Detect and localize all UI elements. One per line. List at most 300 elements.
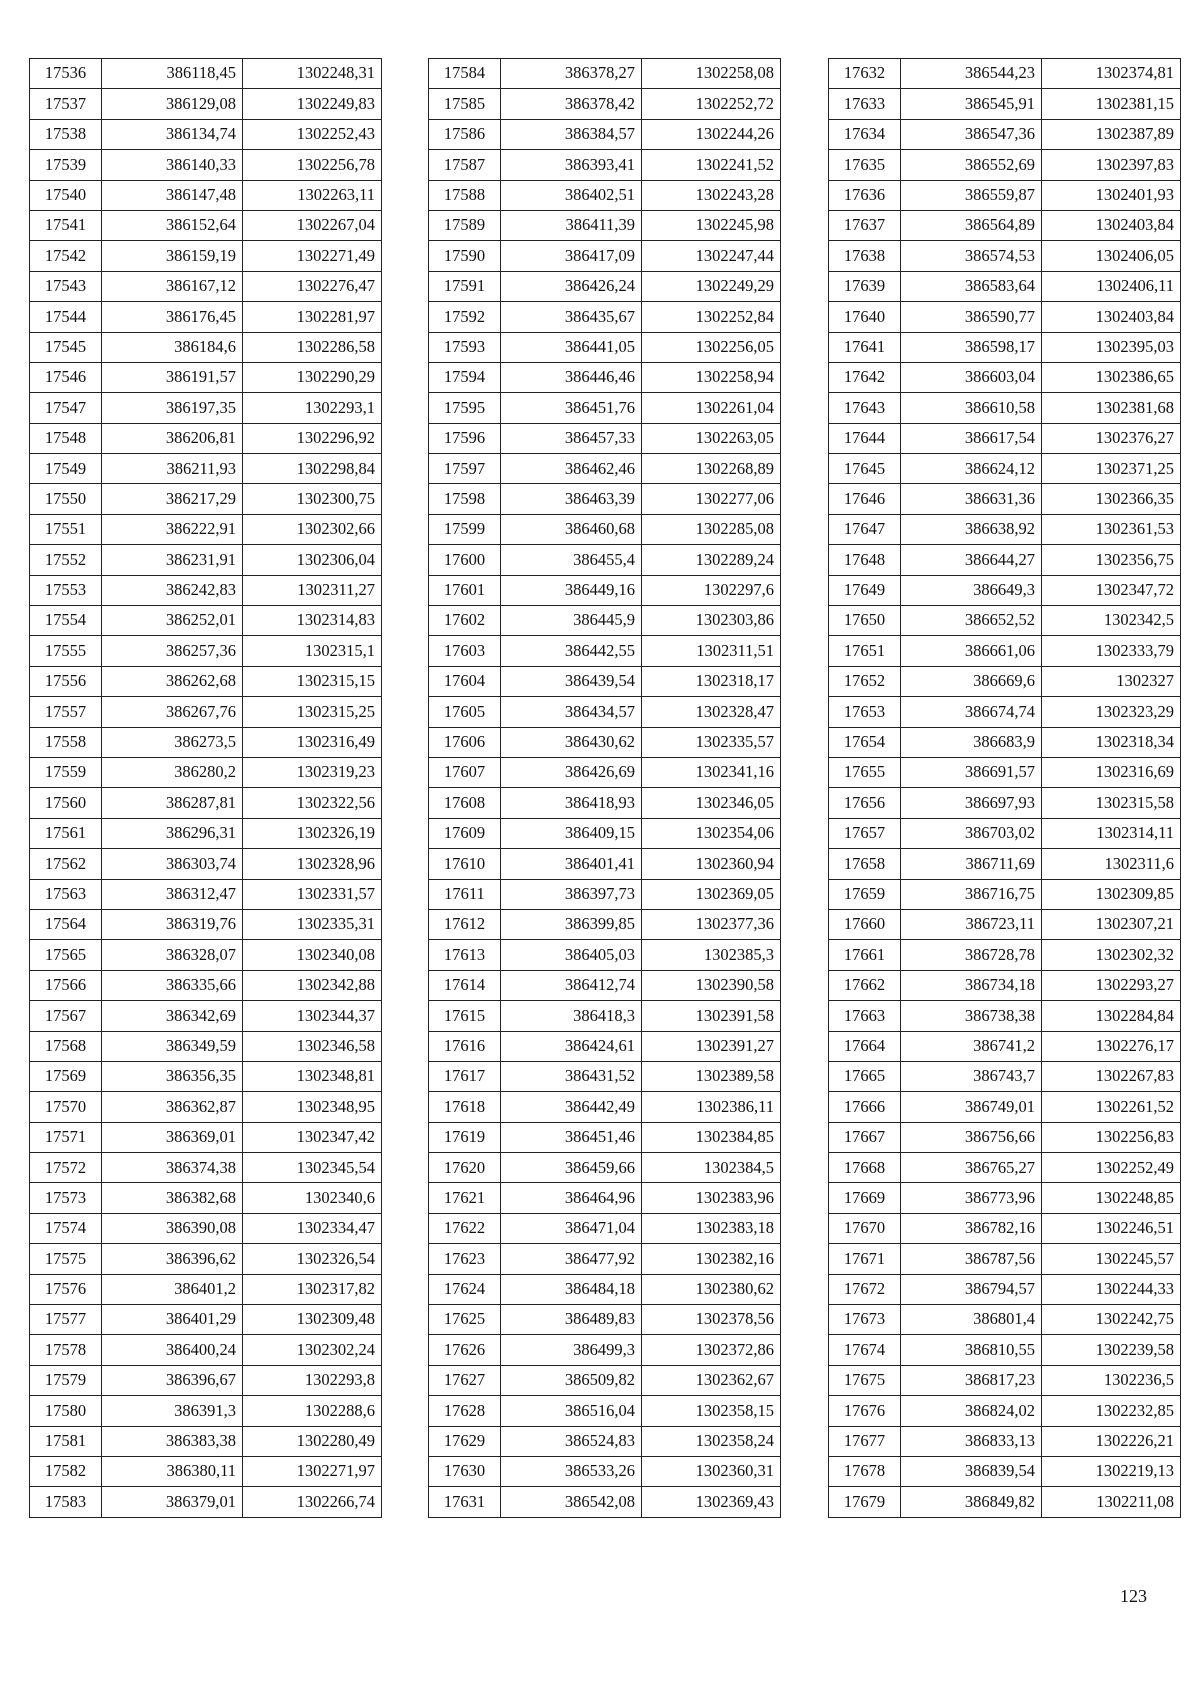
y-coordinate-cell: 1302244,33	[1042, 1274, 1181, 1304]
x-coordinate-cell: 386638,92	[901, 514, 1042, 544]
table-row	[829, 514, 1181, 544]
y-coordinate-cell: 1302311,27	[243, 575, 382, 605]
y-coordinate-cell: 1302243,28	[642, 180, 781, 210]
table-row	[30, 909, 382, 939]
table-row	[30, 636, 382, 666]
table-row	[30, 545, 382, 575]
y-coordinate-cell: 1302302,32	[1042, 940, 1181, 970]
table-row	[429, 1183, 781, 1213]
y-coordinate-cell: 1302307,21	[1042, 909, 1181, 939]
table-row	[429, 1365, 781, 1395]
point-number-cell: 17578	[30, 1335, 102, 1365]
point-number-cell: 17562	[30, 849, 102, 879]
table-row	[30, 1183, 382, 1213]
table-row	[829, 849, 1181, 879]
point-number-cell: 17627	[429, 1365, 501, 1395]
table-row	[829, 1031, 1181, 1061]
table-row	[30, 150, 382, 180]
point-number-cell: 17582	[30, 1456, 102, 1486]
table-row	[829, 1122, 1181, 1152]
point-number-cell: 17540	[30, 180, 102, 210]
table-row	[429, 879, 781, 909]
point-number-cell: 17587	[429, 150, 501, 180]
x-coordinate-cell: 386399,85	[501, 909, 642, 939]
x-coordinate-cell: 386683,9	[901, 727, 1042, 757]
point-number-cell: 17617	[429, 1061, 501, 1091]
table-row	[30, 180, 382, 210]
y-coordinate-cell: 1302369,43	[642, 1487, 781, 1517]
y-coordinate-cell: 1302346,05	[642, 788, 781, 818]
table-row	[829, 1061, 1181, 1091]
y-coordinate-cell: 1302347,72	[1042, 575, 1181, 605]
x-coordinate-cell: 386661,06	[901, 636, 1042, 666]
y-coordinate-cell: 1302381,68	[1042, 393, 1181, 423]
x-coordinate-cell: 386631,36	[901, 484, 1042, 514]
y-coordinate-cell: 1302358,15	[642, 1396, 781, 1426]
y-coordinate-cell: 1302248,85	[1042, 1183, 1181, 1213]
y-coordinate-cell: 1302401,93	[1042, 180, 1181, 210]
y-coordinate-cell: 1302297,6	[642, 575, 781, 605]
table-row	[829, 818, 1181, 848]
point-number-cell: 17573	[30, 1183, 102, 1213]
x-coordinate-cell: 386439,54	[501, 666, 642, 696]
table-row	[829, 180, 1181, 210]
y-coordinate-cell: 1302328,47	[642, 697, 781, 727]
point-number-cell: 17676	[829, 1396, 901, 1426]
point-number-cell: 17545	[30, 332, 102, 362]
table-row	[429, 1426, 781, 1456]
x-coordinate-cell: 386411,39	[501, 210, 642, 240]
table-row	[829, 393, 1181, 423]
point-number-cell: 17647	[829, 514, 901, 544]
table-row	[429, 454, 781, 484]
x-coordinate-cell: 386446,46	[501, 362, 642, 392]
point-number-cell: 17639	[829, 271, 901, 301]
table-row	[30, 514, 382, 544]
x-coordinate-cell: 386794,57	[901, 1274, 1042, 1304]
x-coordinate-cell: 386545,91	[901, 89, 1042, 119]
point-number-cell: 17621	[429, 1183, 501, 1213]
x-coordinate-cell: 386516,04	[501, 1396, 642, 1426]
point-number-cell: 17574	[30, 1213, 102, 1243]
point-number-cell: 17641	[829, 332, 901, 362]
y-coordinate-cell: 1302318,34	[1042, 727, 1181, 757]
x-coordinate-cell: 386390,08	[102, 1213, 243, 1243]
y-coordinate-cell: 1302389,58	[642, 1061, 781, 1091]
x-coordinate-cell: 386649,3	[901, 575, 1042, 605]
point-number-cell: 17558	[30, 727, 102, 757]
point-number-cell: 17619	[429, 1122, 501, 1152]
table-row	[429, 241, 781, 271]
x-coordinate-cell: 386401,41	[501, 849, 642, 879]
y-coordinate-cell: 1302268,89	[642, 454, 781, 484]
table-row	[829, 1183, 1181, 1213]
x-coordinate-cell: 386400,24	[102, 1335, 243, 1365]
point-number-cell: 17603	[429, 636, 501, 666]
point-number-cell: 17625	[429, 1305, 501, 1335]
y-coordinate-cell: 1302403,84	[1042, 210, 1181, 240]
y-coordinate-cell: 1302326,54	[243, 1244, 382, 1274]
y-coordinate-cell: 1302385,3	[642, 940, 781, 970]
table-row	[829, 697, 1181, 727]
x-coordinate-cell: 386262,68	[102, 666, 243, 696]
y-coordinate-cell: 1302293,1	[243, 393, 382, 423]
x-coordinate-cell: 386833,13	[901, 1426, 1042, 1456]
table-row	[429, 1456, 781, 1486]
table-row	[30, 1153, 382, 1183]
table-row	[30, 362, 382, 392]
x-coordinate-cell: 386583,64	[901, 271, 1042, 301]
point-number-cell: 17648	[829, 545, 901, 575]
y-coordinate-cell: 1302318,17	[642, 666, 781, 696]
coordinate-table-2	[428, 58, 781, 1518]
table-row	[429, 1061, 781, 1091]
x-coordinate-cell: 386449,16	[501, 575, 642, 605]
y-coordinate-cell: 1302384,5	[642, 1153, 781, 1183]
y-coordinate-cell: 1302341,16	[642, 757, 781, 787]
table-row	[429, 302, 781, 332]
point-number-cell: 17601	[429, 575, 501, 605]
x-coordinate-cell: 386463,39	[501, 484, 642, 514]
y-coordinate-cell: 1302397,83	[1042, 150, 1181, 180]
x-coordinate-cell: 386211,93	[102, 454, 243, 484]
x-coordinate-cell: 386564,89	[901, 210, 1042, 240]
point-number-cell: 17596	[429, 423, 501, 453]
x-coordinate-cell: 386167,12	[102, 271, 243, 301]
y-coordinate-cell: 1302358,24	[642, 1426, 781, 1456]
x-coordinate-cell: 386455,4	[501, 545, 642, 575]
point-number-cell: 17644	[829, 423, 901, 453]
point-number-cell: 17660	[829, 909, 901, 939]
x-coordinate-cell: 386396,67	[102, 1365, 243, 1395]
point-number-cell: 17566	[30, 970, 102, 1000]
y-coordinate-cell: 1302288,6	[243, 1396, 382, 1426]
x-coordinate-cell: 386273,5	[102, 727, 243, 757]
point-number-cell: 17590	[429, 241, 501, 271]
y-coordinate-cell: 1302344,37	[243, 1001, 382, 1031]
point-number-cell: 17662	[829, 970, 901, 1000]
point-number-cell: 17541	[30, 210, 102, 240]
x-coordinate-cell: 386267,76	[102, 697, 243, 727]
y-coordinate-cell: 1302252,43	[243, 119, 382, 149]
point-number-cell: 17652	[829, 666, 901, 696]
y-coordinate-cell: 1302285,08	[642, 514, 781, 544]
point-number-cell: 17544	[30, 302, 102, 332]
table-row	[429, 1001, 781, 1031]
point-number-cell: 17577	[30, 1305, 102, 1335]
y-coordinate-cell: 1302342,88	[243, 970, 382, 1000]
x-coordinate-cell: 386152,64	[102, 210, 243, 240]
table-row	[30, 1365, 382, 1395]
table-row	[429, 1031, 781, 1061]
table-row	[30, 119, 382, 149]
y-coordinate-cell: 1302252,72	[642, 89, 781, 119]
point-number-cell: 17653	[829, 697, 901, 727]
x-coordinate-cell: 386738,38	[901, 1001, 1042, 1031]
point-number-cell: 17612	[429, 909, 501, 939]
point-number-cell: 17599	[429, 514, 501, 544]
y-coordinate-cell: 1302348,95	[243, 1092, 382, 1122]
x-coordinate-cell: 386380,11	[102, 1456, 243, 1486]
table-row	[829, 59, 1181, 89]
y-coordinate-cell: 1302354,06	[642, 818, 781, 848]
point-number-cell: 17576	[30, 1274, 102, 1304]
point-number-cell: 17589	[429, 210, 501, 240]
x-coordinate-cell: 386378,42	[501, 89, 642, 119]
y-coordinate-cell: 1302328,96	[243, 849, 382, 879]
y-coordinate-cell: 1302247,44	[642, 241, 781, 271]
table-row	[30, 1001, 382, 1031]
coordinate-table-3	[828, 58, 1181, 1518]
point-number-cell: 17549	[30, 454, 102, 484]
point-number-cell: 17626	[429, 1335, 501, 1365]
point-number-cell: 17610	[429, 849, 501, 879]
y-coordinate-cell: 1302316,69	[1042, 757, 1181, 787]
table-row	[829, 362, 1181, 392]
table-row	[429, 119, 781, 149]
x-coordinate-cell: 386434,57	[501, 697, 642, 727]
point-number-cell: 17595	[429, 393, 501, 423]
x-coordinate-cell: 386393,41	[501, 150, 642, 180]
point-number-cell: 17604	[429, 666, 501, 696]
x-coordinate-cell: 386424,61	[501, 1031, 642, 1061]
point-number-cell: 17668	[829, 1153, 901, 1183]
point-number-cell: 17547	[30, 393, 102, 423]
y-coordinate-cell: 1302311,51	[642, 636, 781, 666]
table-row	[429, 362, 781, 392]
point-number-cell: 17561	[30, 818, 102, 848]
y-coordinate-cell: 1302331,57	[243, 879, 382, 909]
x-coordinate-cell: 386773,96	[901, 1183, 1042, 1213]
point-number-cell: 17555	[30, 636, 102, 666]
y-coordinate-cell: 1302239,58	[1042, 1335, 1181, 1365]
x-coordinate-cell: 386533,26	[501, 1456, 642, 1486]
table-row	[30, 818, 382, 848]
y-coordinate-cell: 1302245,57	[1042, 1244, 1181, 1274]
y-coordinate-cell: 1302342,5	[1042, 606, 1181, 636]
table-row	[30, 697, 382, 727]
x-coordinate-cell: 386319,76	[102, 909, 243, 939]
table-row	[30, 423, 382, 453]
x-coordinate-cell: 386206,81	[102, 423, 243, 453]
table-row	[829, 909, 1181, 939]
y-coordinate-cell: 1302281,97	[243, 302, 382, 332]
point-number-cell: 17658	[829, 849, 901, 879]
y-coordinate-cell: 1302302,66	[243, 514, 382, 544]
table-row	[829, 332, 1181, 362]
point-number-cell: 17602	[429, 606, 501, 636]
point-number-cell: 17553	[30, 575, 102, 605]
point-number-cell: 17552	[30, 545, 102, 575]
point-number-cell: 17664	[829, 1031, 901, 1061]
table-row	[829, 1244, 1181, 1274]
point-number-cell: 17646	[829, 484, 901, 514]
x-coordinate-cell: 386396,62	[102, 1244, 243, 1274]
table-row	[429, 59, 781, 89]
point-number-cell: 17554	[30, 606, 102, 636]
y-coordinate-cell: 1302403,84	[1042, 302, 1181, 332]
y-coordinate-cell: 1302290,29	[243, 362, 382, 392]
table-row	[429, 271, 781, 301]
x-coordinate-cell: 386349,59	[102, 1031, 243, 1061]
x-coordinate-cell: 386159,19	[102, 241, 243, 271]
point-number-cell: 17622	[429, 1213, 501, 1243]
point-number-cell: 17538	[30, 119, 102, 149]
point-number-cell: 17667	[829, 1122, 901, 1152]
table-row	[829, 1335, 1181, 1365]
table-row	[429, 1092, 781, 1122]
x-coordinate-cell: 386401,2	[102, 1274, 243, 1304]
point-number-cell: 17543	[30, 271, 102, 301]
y-coordinate-cell: 1302335,31	[243, 909, 382, 939]
x-coordinate-cell: 386610,58	[901, 393, 1042, 423]
y-coordinate-cell: 1302380,62	[642, 1274, 781, 1304]
y-coordinate-cell: 1302386,11	[642, 1092, 781, 1122]
point-number-cell: 17679	[829, 1487, 901, 1517]
y-coordinate-cell: 1302249,29	[642, 271, 781, 301]
x-coordinate-cell: 386674,74	[901, 697, 1042, 727]
y-coordinate-cell: 1302289,24	[642, 545, 781, 575]
y-coordinate-cell: 1302326,19	[243, 818, 382, 848]
point-number-cell: 17592	[429, 302, 501, 332]
point-number-cell: 17631	[429, 1487, 501, 1517]
y-coordinate-cell: 1302300,75	[243, 484, 382, 514]
y-coordinate-cell: 1302335,57	[642, 727, 781, 757]
table-row	[30, 940, 382, 970]
point-number-cell: 17594	[429, 362, 501, 392]
y-coordinate-cell: 1302296,92	[243, 423, 382, 453]
y-coordinate-cell: 1302286,58	[243, 332, 382, 362]
point-number-cell: 17546	[30, 362, 102, 392]
x-coordinate-cell: 386303,74	[102, 849, 243, 879]
point-number-cell: 17628	[429, 1396, 501, 1426]
x-coordinate-cell: 386374,38	[102, 1153, 243, 1183]
point-number-cell: 17570	[30, 1092, 102, 1122]
y-coordinate-cell: 1302315,1	[243, 636, 382, 666]
x-coordinate-cell: 386849,82	[901, 1487, 1042, 1517]
point-number-cell: 17607	[429, 757, 501, 787]
x-coordinate-cell: 386231,91	[102, 545, 243, 575]
table-row	[829, 1396, 1181, 1426]
table-row	[30, 1092, 382, 1122]
y-coordinate-cell: 1302244,26	[642, 119, 781, 149]
x-coordinate-cell: 386378,27	[501, 59, 642, 89]
y-coordinate-cell: 1302362,67	[642, 1365, 781, 1395]
table-row	[829, 788, 1181, 818]
y-coordinate-cell: 1302391,58	[642, 1001, 781, 1031]
table-row	[829, 89, 1181, 119]
x-coordinate-cell: 386384,57	[501, 119, 642, 149]
y-coordinate-cell: 1302266,74	[243, 1487, 382, 1517]
y-coordinate-cell: 1302317,82	[243, 1274, 382, 1304]
y-coordinate-cell: 1302360,31	[642, 1456, 781, 1486]
y-coordinate-cell: 1302315,25	[243, 697, 382, 727]
point-number-cell: 17585	[429, 89, 501, 119]
point-number-cell: 17598	[429, 484, 501, 514]
table-row	[30, 727, 382, 757]
y-coordinate-cell: 1302406,05	[1042, 241, 1181, 271]
table-row	[30, 788, 382, 818]
table-row	[829, 423, 1181, 453]
point-number-cell: 17586	[429, 119, 501, 149]
x-coordinate-cell: 386765,27	[901, 1153, 1042, 1183]
y-coordinate-cell: 1302383,18	[642, 1213, 781, 1243]
table-row	[429, 484, 781, 514]
y-coordinate-cell: 1302319,23	[243, 757, 382, 787]
table-row	[829, 302, 1181, 332]
y-coordinate-cell: 1302386,65	[1042, 362, 1181, 392]
y-coordinate-cell: 1302333,79	[1042, 636, 1181, 666]
table-row	[829, 1426, 1181, 1456]
x-coordinate-cell: 386756,66	[901, 1122, 1042, 1152]
point-number-cell: 17605	[429, 697, 501, 727]
table-row	[829, 940, 1181, 970]
point-number-cell: 17616	[429, 1031, 501, 1061]
y-coordinate-cell: 1302381,15	[1042, 89, 1181, 119]
point-number-cell: 17624	[429, 1274, 501, 1304]
table-row	[429, 1153, 781, 1183]
x-coordinate-cell: 386382,68	[102, 1183, 243, 1213]
table-row	[30, 1426, 382, 1456]
point-number-cell: 17661	[829, 940, 901, 970]
point-number-cell: 17572	[30, 1153, 102, 1183]
table-row	[30, 302, 382, 332]
x-coordinate-cell: 386574,53	[901, 241, 1042, 271]
point-number-cell: 17656	[829, 788, 901, 818]
x-coordinate-cell: 386418,93	[501, 788, 642, 818]
table-row	[829, 454, 1181, 484]
table-row	[829, 879, 1181, 909]
x-coordinate-cell: 386335,66	[102, 970, 243, 1000]
table-row	[429, 727, 781, 757]
point-number-cell: 17673	[829, 1305, 901, 1335]
y-coordinate-cell: 1302366,35	[1042, 484, 1181, 514]
y-coordinate-cell: 1302258,08	[642, 59, 781, 89]
y-coordinate-cell: 1302316,49	[243, 727, 382, 757]
table-row	[829, 545, 1181, 575]
x-coordinate-cell: 386379,01	[102, 1487, 243, 1517]
point-number-cell: 17560	[30, 788, 102, 818]
point-number-cell: 17651	[829, 636, 901, 666]
table-row	[30, 1244, 382, 1274]
y-coordinate-cell: 1302361,53	[1042, 514, 1181, 544]
table-row	[429, 1122, 781, 1152]
x-coordinate-cell: 386442,49	[501, 1092, 642, 1122]
x-coordinate-cell: 386457,33	[501, 423, 642, 453]
x-coordinate-cell: 386222,91	[102, 514, 243, 544]
table-row	[429, 575, 781, 605]
x-coordinate-cell: 386445,9	[501, 606, 642, 636]
table-row	[429, 757, 781, 787]
table-row	[829, 575, 1181, 605]
y-coordinate-cell: 1302391,27	[642, 1031, 781, 1061]
y-coordinate-cell: 1302246,51	[1042, 1213, 1181, 1243]
table-row	[429, 697, 781, 727]
point-number-cell: 17633	[829, 89, 901, 119]
point-number-cell: 17669	[829, 1183, 901, 1213]
point-number-cell: 17663	[829, 1001, 901, 1031]
x-coordinate-cell: 386817,23	[901, 1365, 1042, 1395]
point-number-cell: 17575	[30, 1244, 102, 1274]
point-number-cell: 17671	[829, 1244, 901, 1274]
x-coordinate-cell: 386691,57	[901, 757, 1042, 787]
x-coordinate-cell: 386471,04	[501, 1213, 642, 1243]
table-row	[30, 332, 382, 362]
x-coordinate-cell: 386197,35	[102, 393, 243, 423]
table-row	[30, 970, 382, 1000]
point-number-cell: 17591	[429, 271, 501, 301]
table-row	[429, 89, 781, 119]
